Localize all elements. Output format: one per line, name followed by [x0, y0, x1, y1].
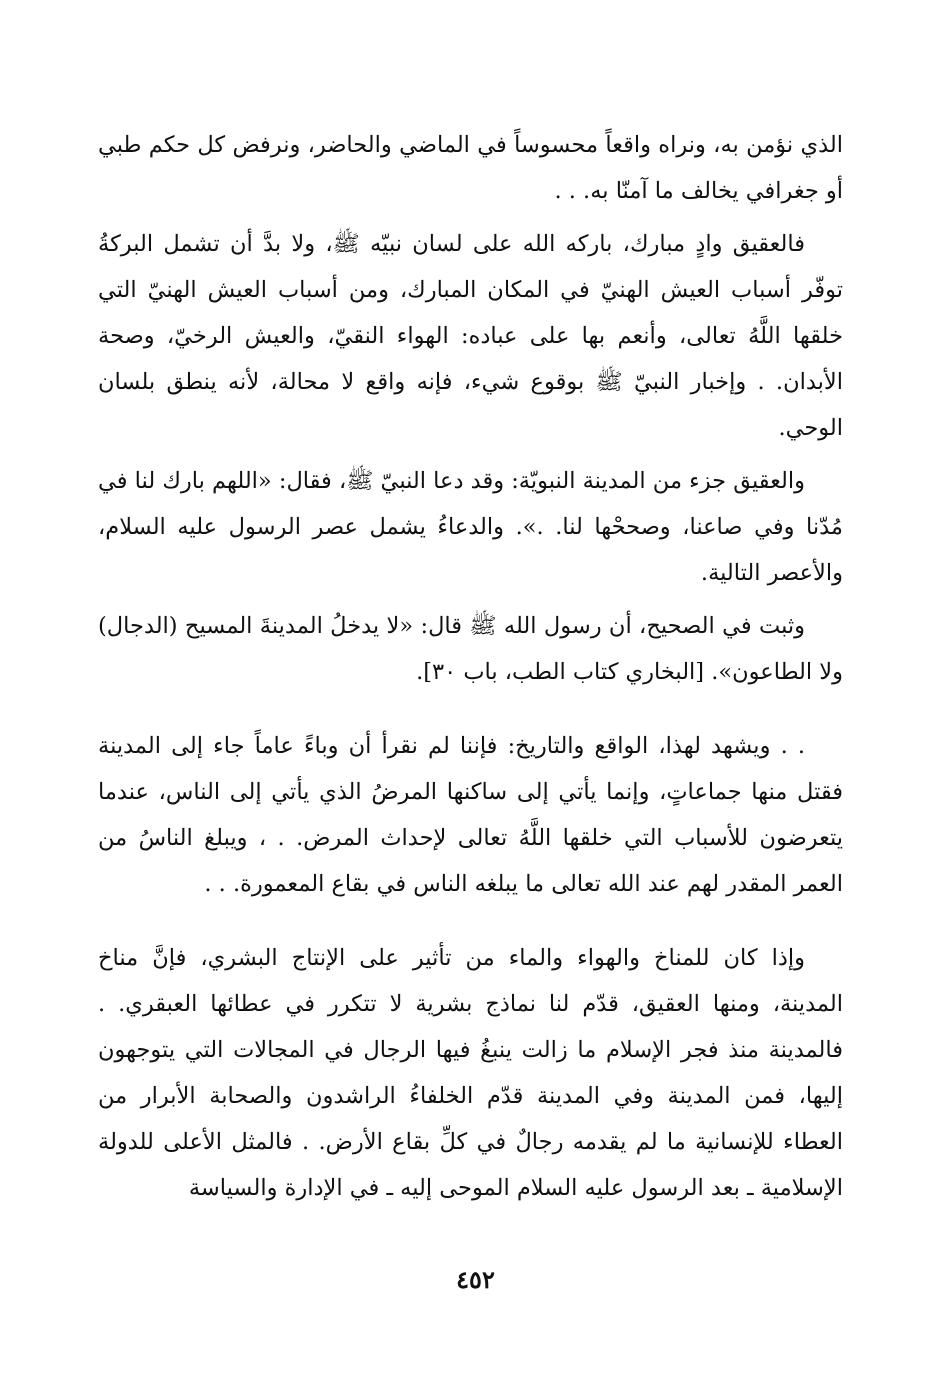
- paragraph-prophet-prayer: والعقيق جزء من المدينة النبويّة: وقد دعا النبيّ ﷺ، فقال: «اللهم بارك لنا في مُدّنا وفي صاعنا، وصححْها لنا. .». والدعاءُ يشمل عصر الرسول عليه السلام، والأعصر التالية.: [98, 468, 843, 586]
- paragraph-history-witness: . . ويشهد لهذا، الواقع والتاريخ: فإننا لم نقرأ أن وباءً عاماً جاء إلى المدينة فقتل منها جماعاتٍ، وإنما يأتي إلى ساكنها المرضُ الذي يأتي إلى الناس، عندما يتعرضون للأسباب التي خلقها اللَّهُ تعالى لإحداث المرض. . ، ويبلغ الناسُ من العمر المقدر لهم عند الله تعالى ما يبلغه الناس في بقاع المعمورة. . .: [98, 733, 843, 897]
- paragraph-continuation: الذي نؤمن به، ونراه واقعاً محسوساً في الماضي والحاضر، ونرفض كل حكم طبي أو جغرافي يخالف ما آمنّا به. . .: [98, 132, 843, 204]
- paragraph-sahih-hadith: وثبت في الصحيح، أن رسول الله ﷺ قال: «لا يدخلُ المدينةَ المسيح (الدجال) ولا الطاعون». [البخاري كتاب الطب، باب ٣٠].: [98, 613, 843, 685]
- body-text: [98, 122, 843, 1218]
- page-number: ٤٥٢: [456, 1265, 495, 1294]
- paragraph-aqiq-blessing: فالعقيق وادٍ مبارك، باركه الله على لسان نبيّه ﷺ، ولا بدَّ أن تشمل البركةُ توفّر أسباب العيش الهنيّ في المكان المبارك، ومن أسباب العيش الهنيّ التي خلقها اللَّهُ تعالى، وأنعم بها على عباده: الهواء النقيّ، والعيش الرخيّ، وصحة الأبدان. . وإخبار النبيّ ﷺ بوقوع شيء، فإنه واقع لا محالة، لأنه ينطق بلسان الوحي.: [98, 231, 843, 441]
- paragraph-climate-influence: وإذا كان للمناخ والهواء والماء من تأثير على الإنتاج البشري، فإنَّ مناخ المدينة، ومنها العقيق، قدّم لنا نماذج بشرية لا تتكرر في عطائها العبقري. . فالمدينة منذ فجر الإسلام ما زالت ينبغُ فيها الرجال في المجالات التي يتوجهون إليها، فمن المدينة وفي المدينة قدّم الخلفاءُ الراشدون والصحابة الأبرار من العطاء للإنسانية ما لم يقدمه رجالٌ في كلِّ بقاع الأرض. . فالمثل الأعلى للدولة الإسلامية ـ بعد الرسول عليه السلام الموحى إليه ـ في الإدارة والسياسة: [98, 945, 843, 1201]
